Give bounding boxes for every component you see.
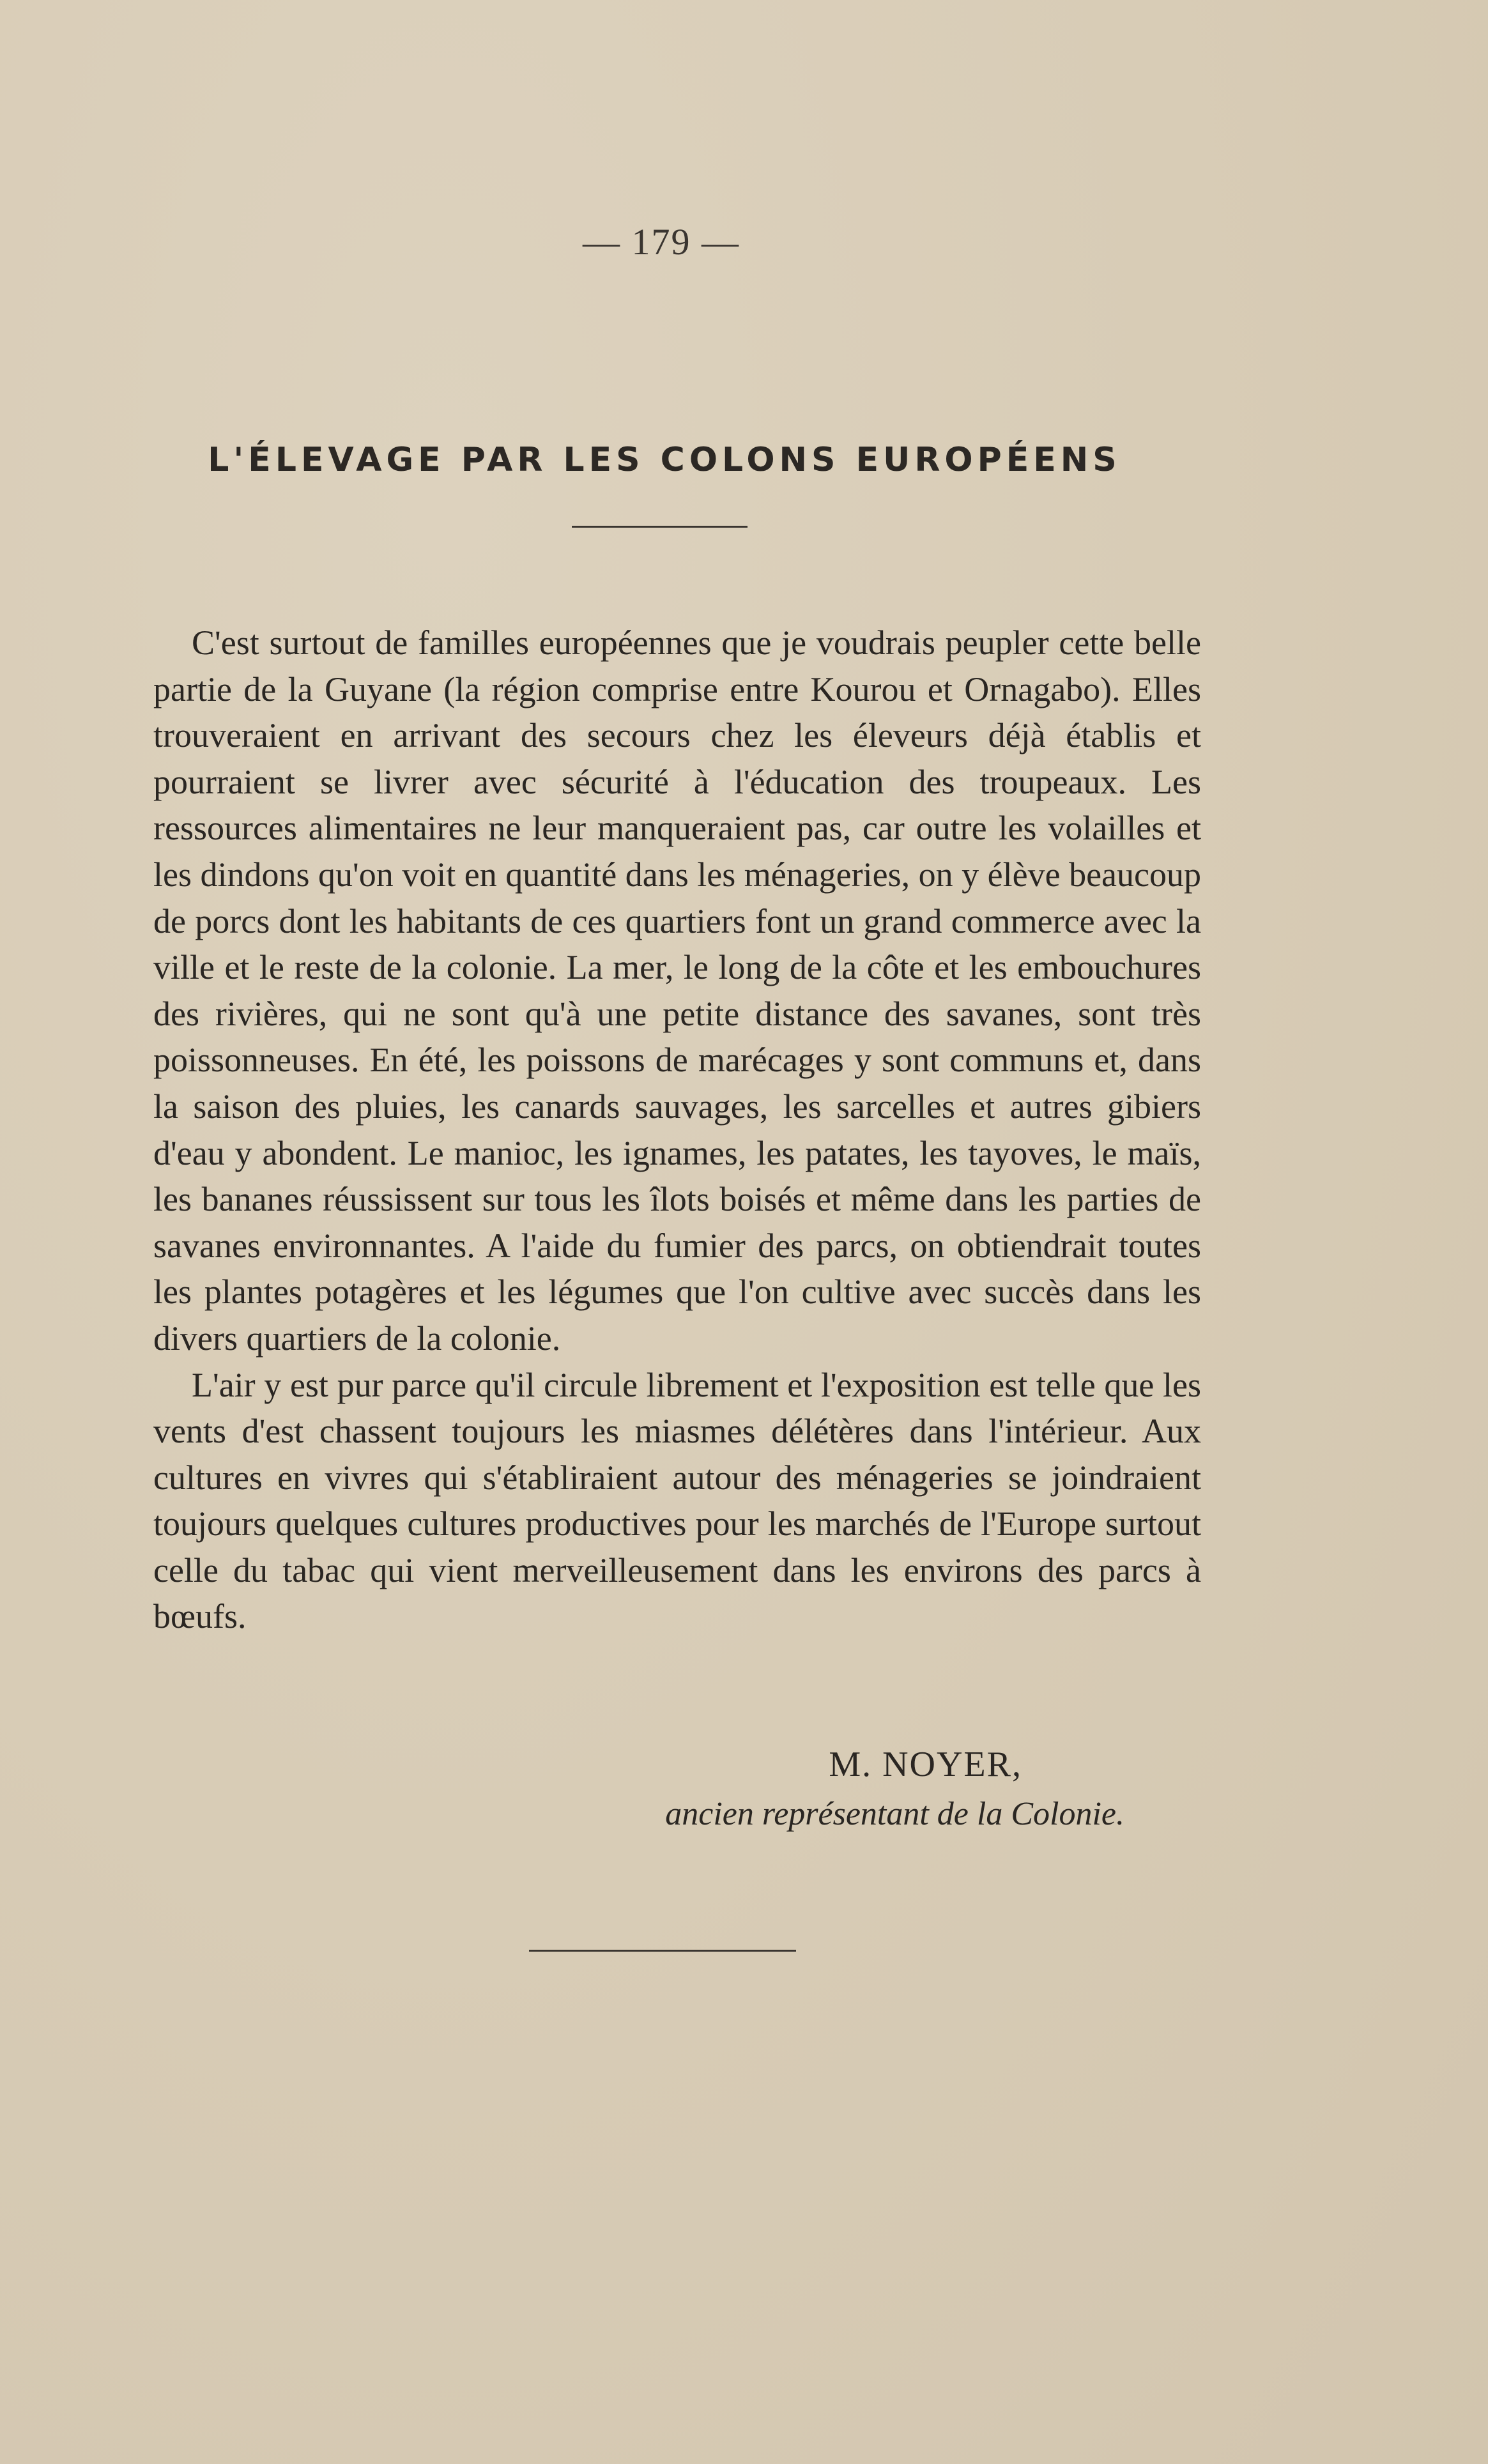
page-number: — 179 — <box>583 221 740 263</box>
signature-title: ancien représentant de la Colonie. <box>665 1796 1124 1832</box>
signature-name: M. NOYER, <box>829 1745 1022 1784</box>
paragraph-1: C'est surtout de familles européennes que je voudrais peupler cette belle partie de la Guyane (la région comprise entre Kourou et Ornagabo). Elles trouveraient en arrivant des secours chez les éleveurs déjà établis et pourraient se livrer avec sécurité à l'éducation des troupeaux. Les ressources alimentaires ne leur manqueraient pas, car outre les volailles et les dindons qu'on voit en quantité dans les ménageries, on y élève beaucoup de porcs dont les habitants de ces quartiers font un grand commerce avec la ville et le reste de la colonie. La mer, le long de la côte et les embouchures des rivières, qui ne sont qu'à une petite distance des savanes, sont très poissonneuses. En été, les poissons de marécages y sont communs et, dans la saison des pluies, les canards sauvages, les sarcelles et autres gibiers d'eau y abondent. Le manioc, les ignames, les patates, les tayoves, le maïs, les bananes réussissent sur tous les îlots boisés et même dans les parties de savanes environnantes. A l'aide du fumier des parcs, on obtiendrait toutes les plantes potagères et les légumes que l'on cultive avec succès dans les divers quartiers de la colonie. <box>153 624 1201 1358</box>
section-title: L'ÉLEVAGE PAR LES COLONS EUROPÉENS <box>208 441 1121 479</box>
title-divider <box>572 526 748 528</box>
end-divider <box>529 1950 796 1952</box>
paragraph-2: L'air y est pur parce qu'il circule librement et l'exposition est telle que les vents d'est chassent toujours les miasmes délétères dans l'intérieur. Aux cultures en vivres qui s'établiraient autour des ménageries se joindraient toujours quelques cultures productives pour les marchés de l'Europe surtout celle du tabac qui vient merveilleusement dans les environs des parcs à bœufs. <box>153 1365 1201 1636</box>
body-text <box>153 620 1201 1640</box>
